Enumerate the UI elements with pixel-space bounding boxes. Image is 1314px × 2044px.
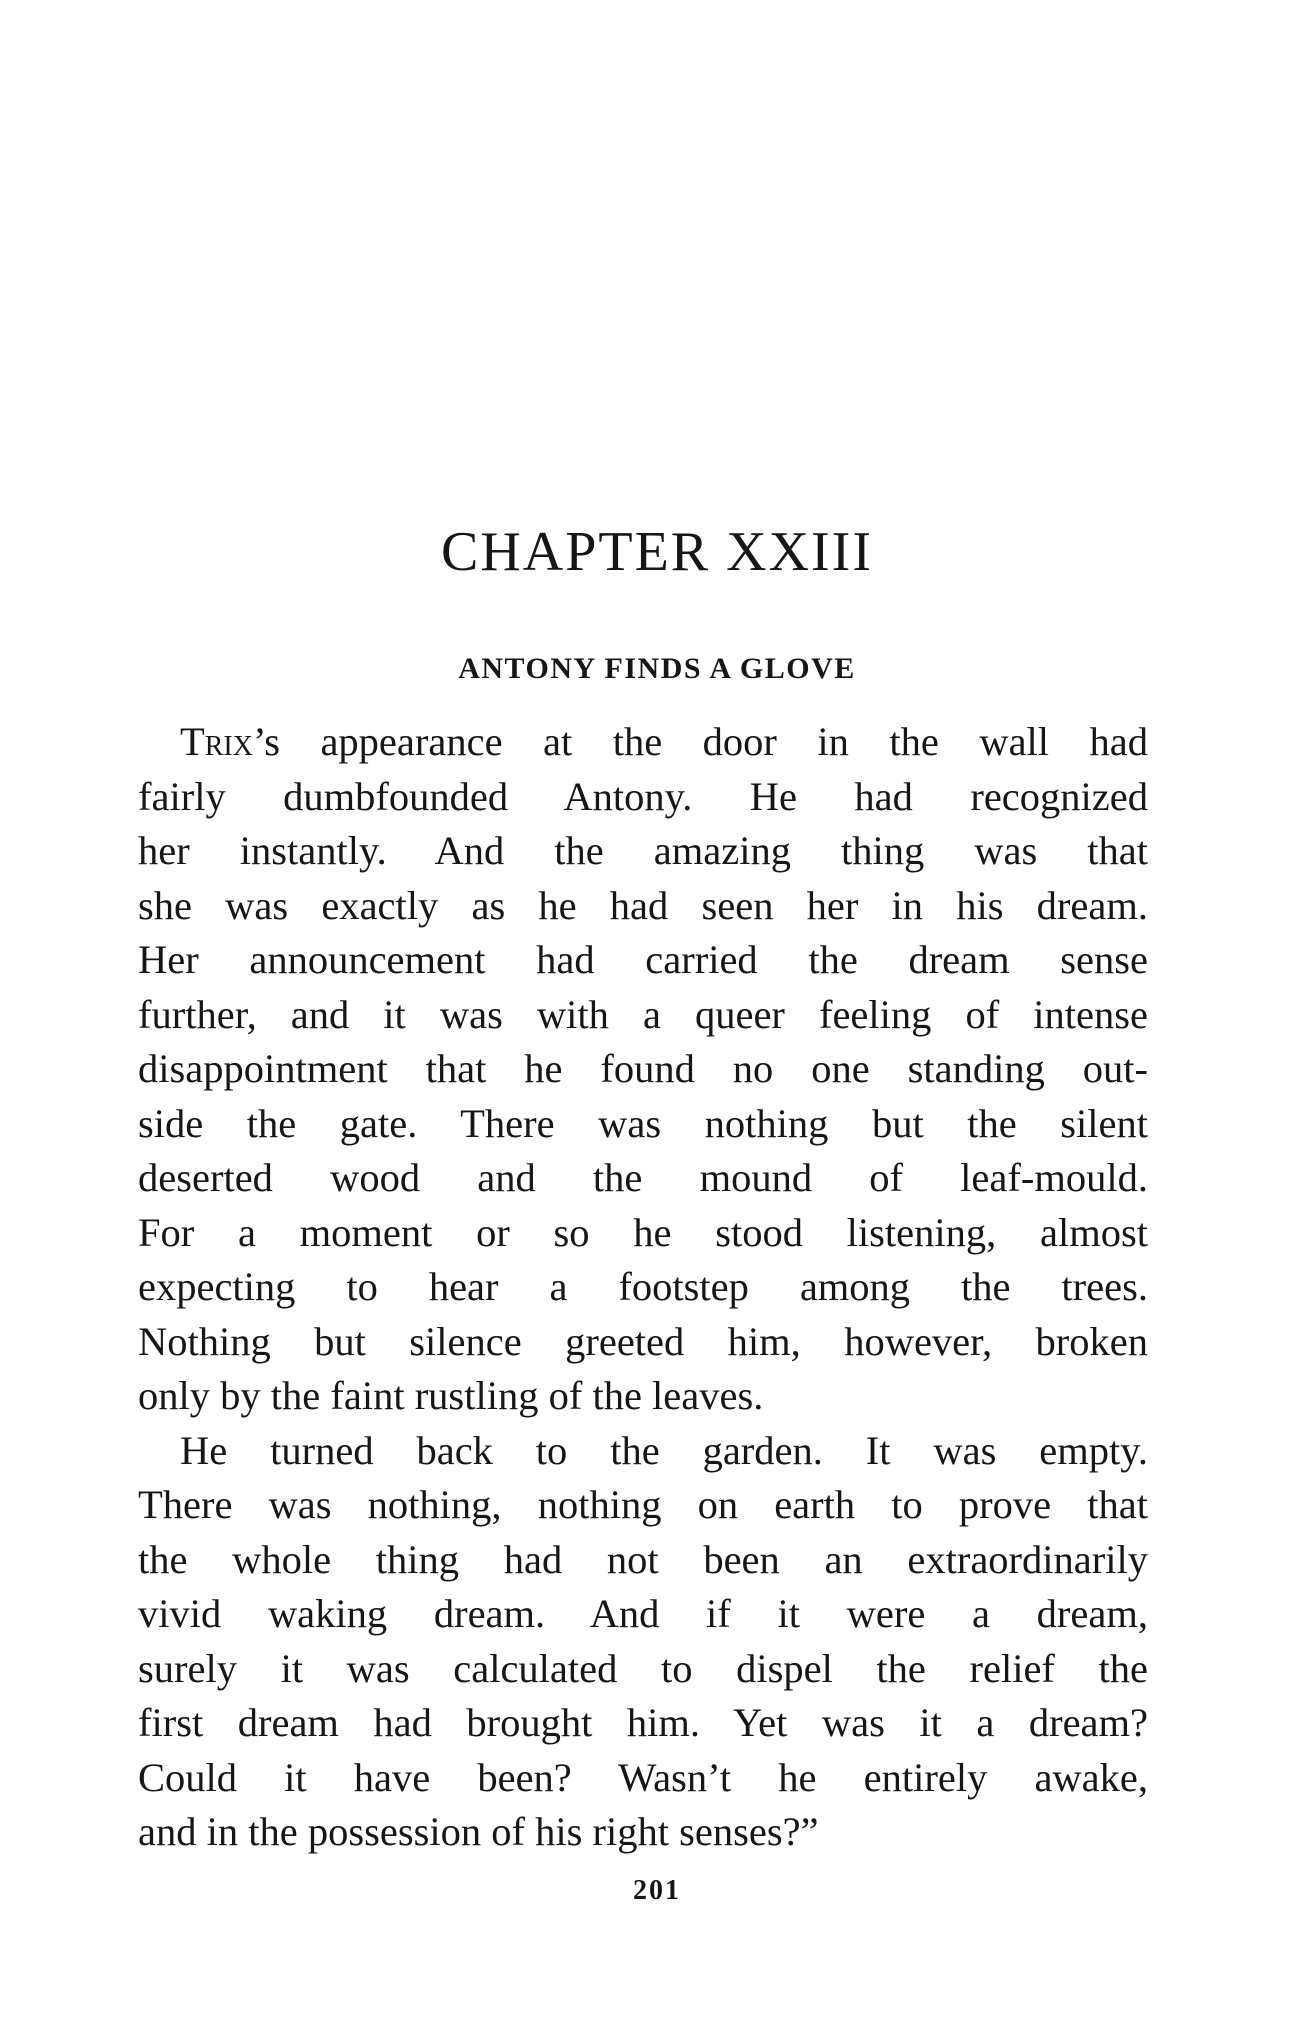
text-line: the whole thing had not been an extraordinarily bbox=[138, 1536, 1148, 1582]
text-line: deserted wood and the mound of leaf-mould. bbox=[138, 1155, 1148, 1200]
text-line: vivid waking dream. And if it were a dream, bbox=[138, 1591, 1148, 1636]
page-number: 201 bbox=[633, 1875, 681, 1906]
text-line: For a moment or so he stood listening, almost bbox=[138, 1209, 1148, 1255]
text-line: side the gate. There was nothing but the silent bbox=[138, 1100, 1148, 1146]
text-line: and in the possession of his right senses?” bbox=[138, 1809, 819, 1854]
text-line: only by the faint rustling of the leaves. bbox=[138, 1373, 764, 1418]
body-text bbox=[138, 715, 1148, 1860]
text-line: first dream had brought him. Yet was it a dream? bbox=[138, 1700, 1148, 1745]
chapter-title: CHAPTER XXIII bbox=[441, 521, 873, 583]
text-line: her instantly. And the amazing thing was that bbox=[138, 828, 1148, 873]
text-line: expecting to hear a footstep among the trees. bbox=[138, 1264, 1148, 1309]
text-line: Nothing but silence greeted him, however, broken bbox=[138, 1318, 1148, 1364]
text-line: she was exactly as he had seen her in his dream. bbox=[138, 882, 1148, 928]
text-line: surely it was calculated to dispel the relief the bbox=[138, 1645, 1148, 1691]
text-line: further, and it was with a queer feeling of intense bbox=[138, 991, 1148, 1037]
chapter-subtitle: ANTONY FINDS A GLOVE bbox=[458, 652, 856, 685]
text-line: fairly dumbfounded Antony. He had recognized bbox=[138, 773, 1148, 819]
text-line: Her announcement had carried the dream sense bbox=[138, 937, 1148, 982]
text-line: disappointment that he found no one standing out- bbox=[138, 1046, 1148, 1091]
text-line: Trix’s appearance at the door in the wall had bbox=[180, 719, 1148, 764]
drop-word: Trix bbox=[180, 719, 253, 764]
text-line: He turned back to the garden. It was empty. bbox=[180, 1427, 1148, 1473]
text-line: Could it have been? Wasn’t he entirely awake, bbox=[138, 1754, 1148, 1800]
text-line: There was nothing, nothing on earth to prove that bbox=[138, 1482, 1148, 1527]
